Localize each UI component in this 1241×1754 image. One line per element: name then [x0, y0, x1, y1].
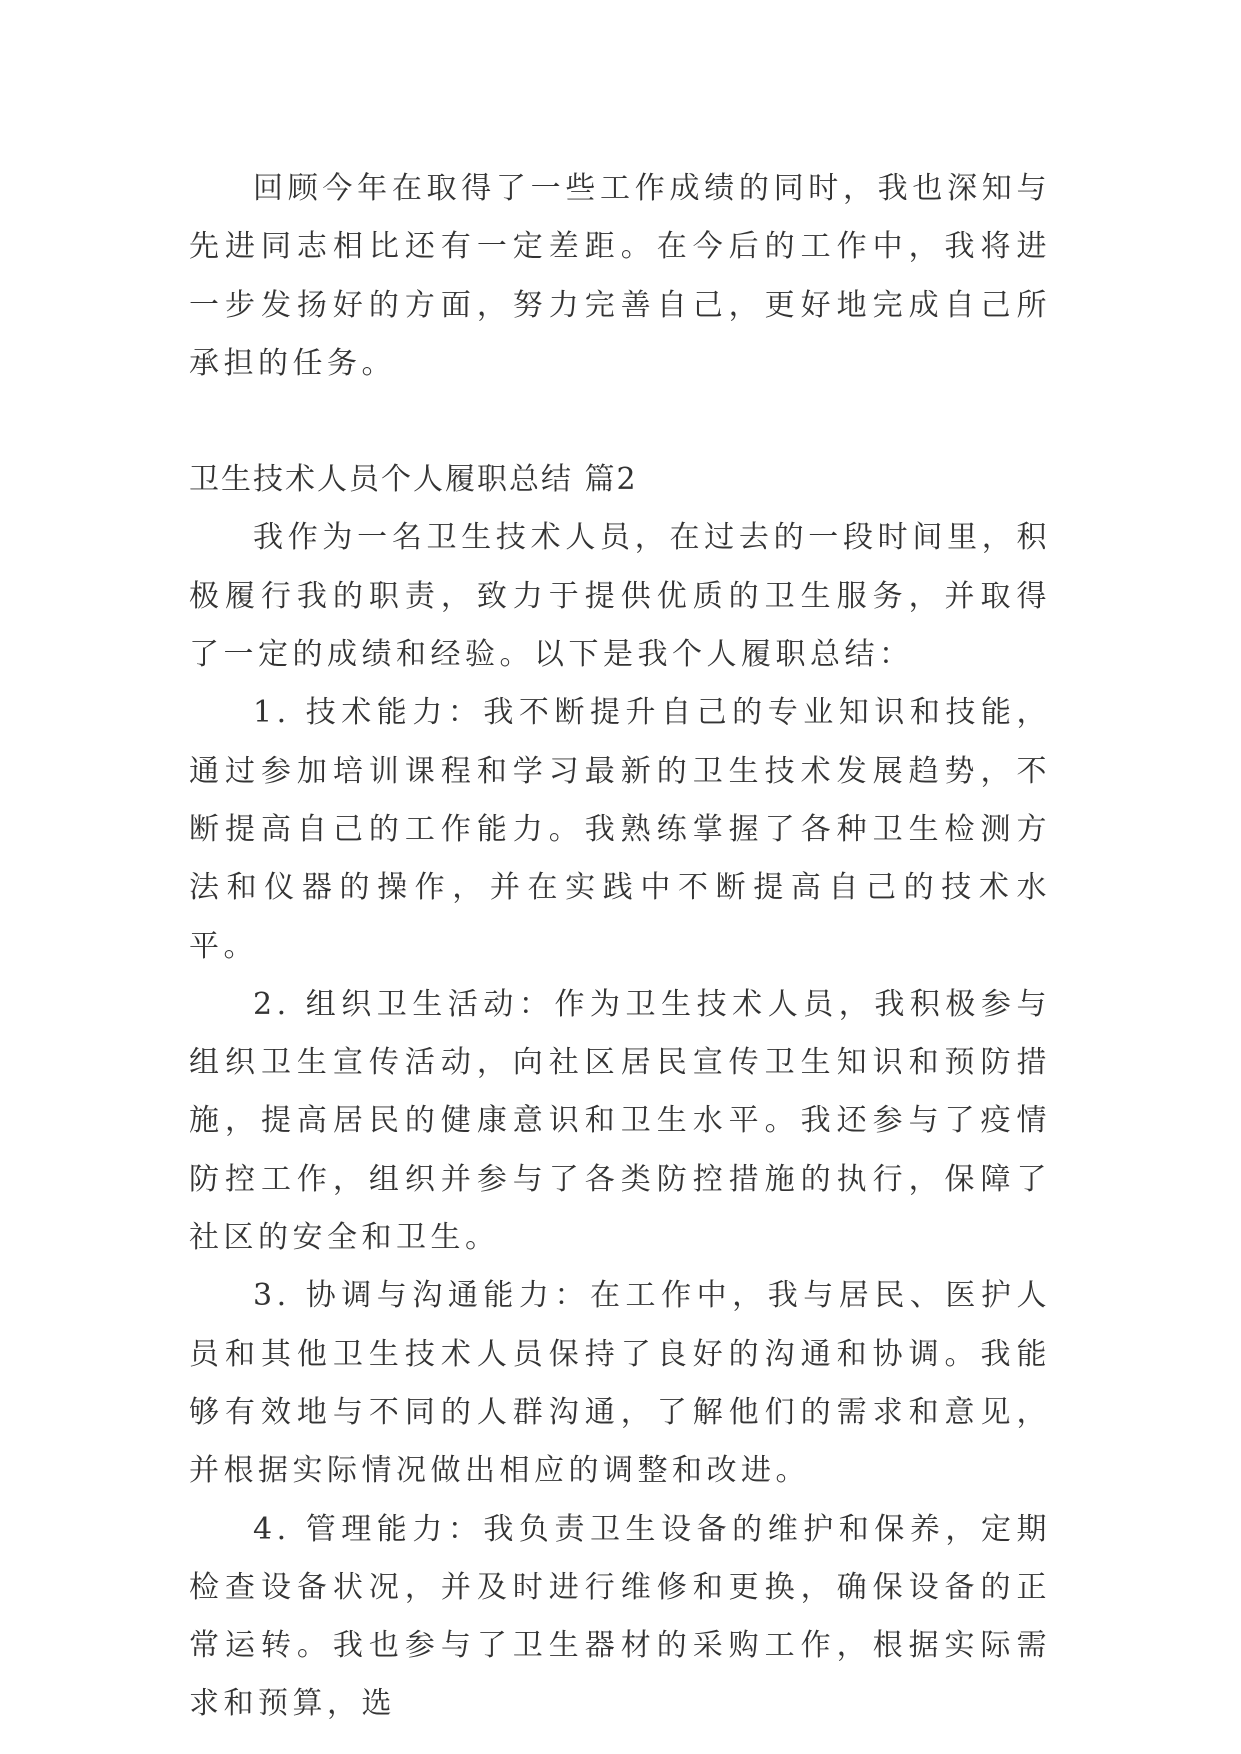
intro-paragraph: 回顾今年在取得了一些工作成绩的同时，我也深知与先进同志相比还有一定差距。在今后的工作中，我将进一步发扬好的方面，努力完善自己，更好地完成自己所承担的任务。 — [189, 171, 1051, 381]
section-title: 卫生技术人员个人履职总结 篇2 — [189, 462, 638, 498]
body-paragraph: 4. 管理能力：我负责卫生设备的维护和保养，定期检查设备状况，并及时进行维修和更换，确保设备的正常运转。我也参与了卫生器材的采购工作，根据实际需求和预算，选 — [189, 1511, 1051, 1722]
document-body — [189, 160, 1051, 1734]
body-paragraph: 2. 组织卫生活动：作为卫生技术人员，我积极参与组织卫生宣传活动，向社区居民宣传卫生知识和预防措施，提高居民的健康意识和卫生水平。我还参与了疫情防控工作，组织并参与了各类防控措施的执行，保障了社区的安全和卫生。 — [189, 986, 1051, 1256]
body-paragraph: 1. 技术能力：我不断提升自己的专业知识和技能，通过参加培训课程和学习最新的卫生技术发展趋势，不断提高自己的工作能力。我熟练掌握了各种卫生检测方法和仪器的操作，并在实践中不断提高自己的技术水平。 — [189, 695, 1051, 964]
section-spacer — [189, 393, 1051, 451]
body-paragraph: 3. 协调与沟通能力：在工作中，我与居民、医护人员和其他卫生技术人员保持了良好的沟通和协调。我能够有效地与不同的人群沟通，了解他们的需求和意见，并根据实际情况做出相应的调整和改进。 — [189, 1278, 1051, 1489]
body-paragraph: 我作为一名卫生技术人员，在过去的一段时间里，积极履行我的职责，致力于提供优质的卫生服务，并取得了一定的成绩和经验。以下是我个人履职总结： — [189, 520, 1051, 673]
